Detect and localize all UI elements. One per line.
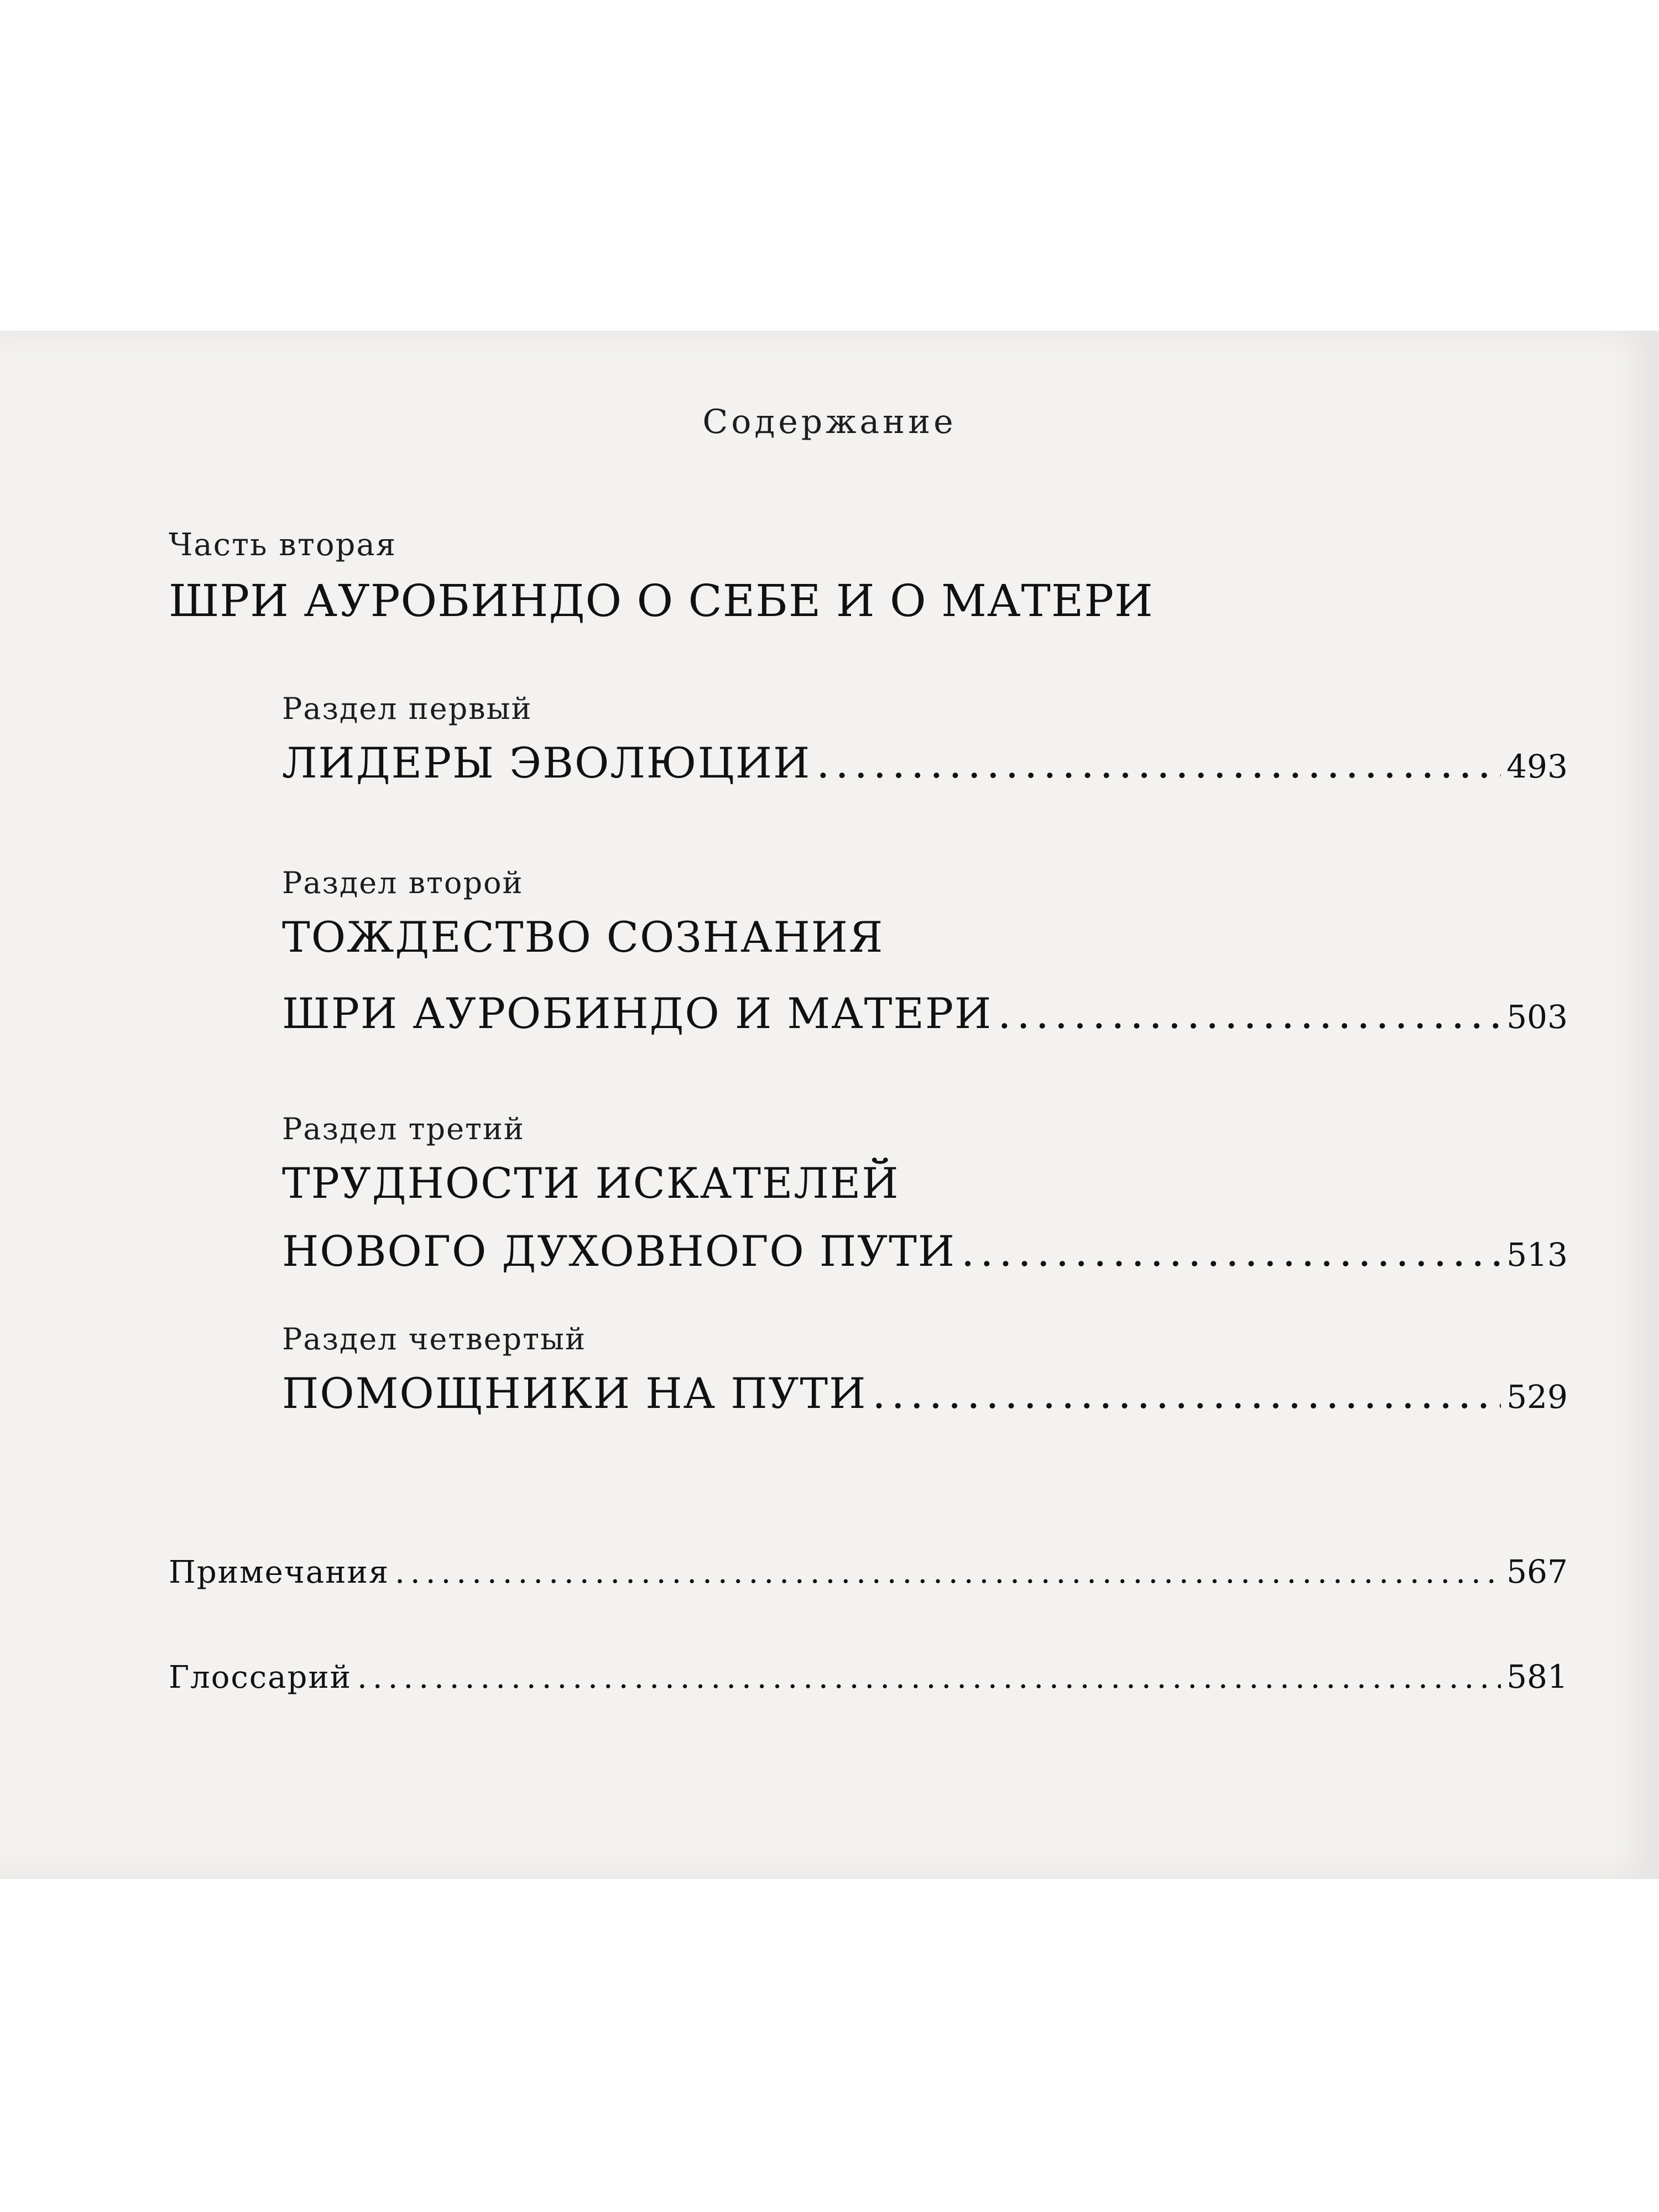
notes-title: Примечания (169, 1554, 390, 1590)
part-label: Часть вторая (169, 527, 397, 563)
section-2-entry[interactable] (282, 989, 1568, 1038)
section-2-page: 503 (1506, 998, 1568, 1036)
glossary-page: 581 (1506, 1658, 1568, 1695)
section-4-title: ПОМОЩНИКИ НА ПУТИ (282, 1369, 867, 1418)
leader-dots (395, 1554, 1501, 1590)
glossary-title: Глоссарий (169, 1660, 352, 1695)
section-4-page: 529 (1506, 1378, 1568, 1416)
leader-dots (872, 1369, 1501, 1418)
section-1-title: ЛИДЕРЫ ЭВОЛЮЦИИ (282, 738, 811, 787)
leader-dots (961, 1227, 1501, 1276)
toc-title: Содержание (702, 403, 957, 441)
glossary-entry[interactable] (169, 1658, 1568, 1695)
leader-dots (998, 989, 1501, 1038)
section-3-page: 513 (1506, 1236, 1568, 1274)
part-title: ШРИ АУРОБИНДО О СЕБЕ И О МАТЕРИ (169, 575, 1154, 627)
notes-entry[interactable] (169, 1553, 1568, 1590)
section-2-title-line-2: ШРИ АУРОБИНДО И МАТЕРИ (282, 989, 993, 1038)
leader-dots (816, 738, 1501, 787)
section-3-title-line-2: НОВОГО ДУХОВНОГО ПУТИ (282, 1227, 956, 1276)
section-4-entry[interactable] (282, 1369, 1568, 1418)
section-1-entry[interactable] (282, 738, 1568, 787)
notes-page: 567 (1506, 1553, 1568, 1590)
section-1-label: Раздел первый (282, 691, 533, 726)
section-1-page: 493 (1506, 748, 1568, 785)
section-3-entry[interactable] (282, 1227, 1568, 1276)
section-2-label: Раздел второй (282, 865, 524, 900)
section-3-title-line-1: ТРУДНОСТИ ИСКАТЕЛЕЙ (282, 1159, 900, 1208)
leader-dots (357, 1660, 1501, 1695)
section-2-title-line-1: ТОЖДЕСТВО СОЗНАНИЯ (282, 912, 884, 962)
section-4-label: Раздел четвертый (282, 1322, 586, 1357)
book-page (0, 331, 1659, 1879)
section-3-label: Раздел третий (282, 1112, 525, 1146)
